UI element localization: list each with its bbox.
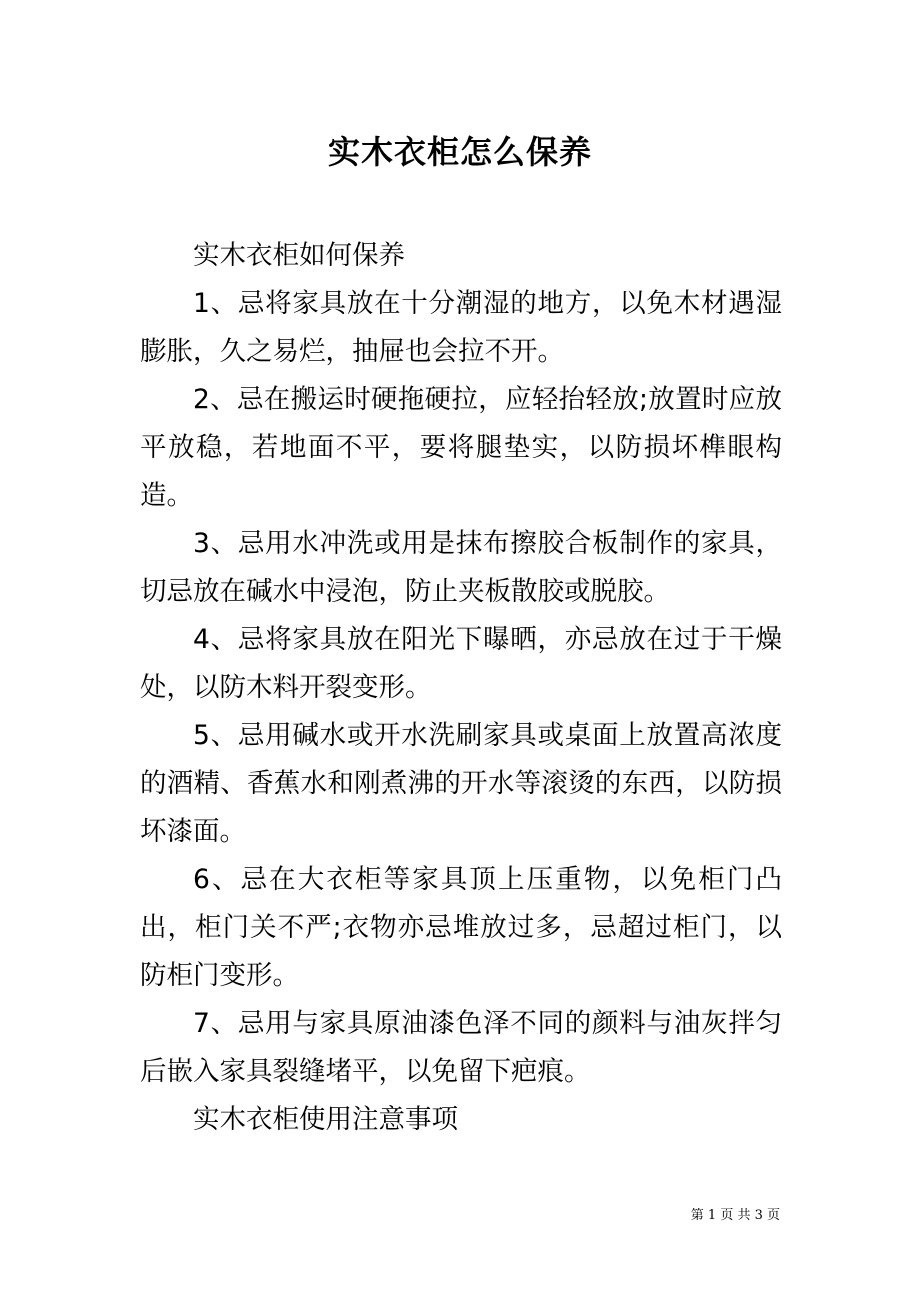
page-number-footer: 第 1 页 共 3 页 — [690, 1208, 780, 1223]
section-heading-usage-notes: 实木衣柜使用注意事项 — [193, 1104, 458, 1135]
paragraph-item-1: 1、忌将家具放在十分潮湿的地方，以免木材遇湿膨胀，久之易烂，抽屉也会拉不开。 — [140, 288, 782, 367]
document-title: 实木衣柜怎么保养 — [327, 133, 592, 171]
paragraph-item-5: 5、忌用碱水或开水洗刷家具或桌面上放置高浓度的酒精、香蕉水和刚煮沸的开水等滚烫的东西，以防损坏漆面。 — [140, 720, 782, 847]
paragraph-item-6: 6、忌在大衣柜等家具顶上压重物，以免柜门凸出，柜门关不严;衣物亦忌堆放过多，忌超过柜门，以防柜门变形。 — [140, 864, 782, 991]
paragraph-item-7: 7、忌用与家具原油漆色泽不同的颜料与油灰拌匀后嵌入家具裂缝堵平，以免留下疤痕。 — [140, 1008, 782, 1087]
paragraph-item-4: 4、忌将家具放在阳光下曝晒，亦忌放在过于干燥处，以防木料开裂变形。 — [140, 624, 782, 703]
paragraph-item-3: 3、忌用水冲洗或用是抹布擦胶合板制作的家具，切忌放在碱水中浸泡，防止夹板散胶或脱胶。 — [140, 528, 782, 607]
paragraph-item-2: 2、忌在搬运时硬拖硬拉，应轻抬轻放;放置时应放平放稳，若地面不平，要将腿垫实，以防损坏榫眼构造。 — [140, 384, 782, 511]
document-body — [140, 232, 782, 1144]
section-heading: 实木衣柜如何保养 — [193, 240, 405, 271]
